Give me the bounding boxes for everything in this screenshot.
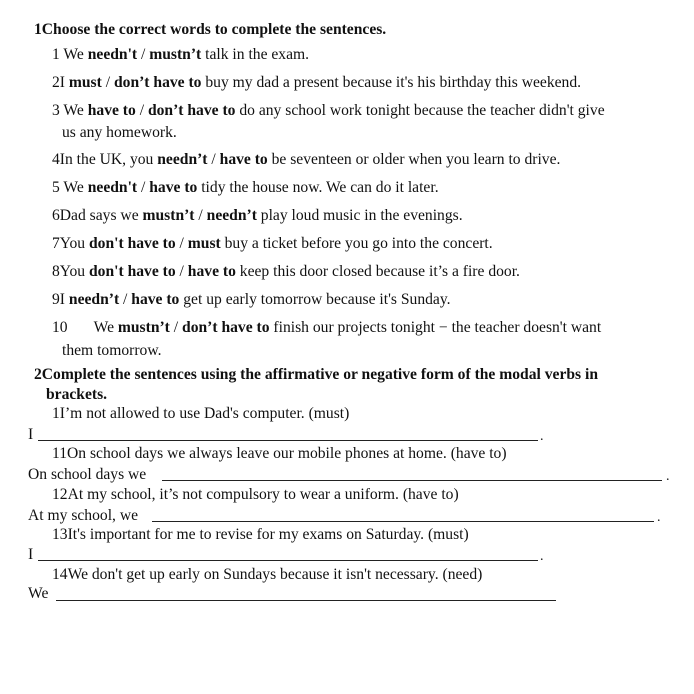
option-b: have to: [187, 263, 236, 280]
exercise-2-heading: [34, 365, 598, 385]
item-text: We: [93, 319, 118, 336]
item-number: 2: [52, 74, 60, 91]
option-b: have to: [149, 179, 198, 196]
answer-line[interactable]: [152, 521, 654, 522]
item-number: 14: [52, 566, 68, 583]
ex1-item-5: 5 We needn't / have to tidy the house now. We can do it later.: [52, 179, 439, 196]
ex2-item-1-prompt: [52, 404, 349, 424]
option-b: don’t have to: [113, 74, 202, 91]
option-b: have to: [131, 291, 180, 308]
item-text: be seventeen or older when you learn to drive.: [267, 151, 561, 168]
ex1-item-4: 4In the UK, you needn’t / have to be seventeen or older when you learn to drive.: [52, 151, 561, 168]
option-b: must: [187, 235, 221, 252]
item-text: You: [59, 235, 89, 252]
item-number: 6: [52, 207, 60, 224]
ex2-item-11-prompt: [52, 444, 507, 464]
option-b: mustn’t: [149, 46, 202, 63]
item-text: We: [63, 46, 88, 63]
ex2-item-12-start: At my school, we: [28, 507, 139, 524]
ex2-item-12-prompt: [52, 485, 459, 505]
answer-line[interactable]: [38, 560, 538, 561]
exercise-1-number: 1: [34, 21, 42, 38]
sentence-period: .: [657, 510, 661, 525]
ex2-item-13-start: I: [28, 546, 34, 563]
item-text: tidy the house now. We can do it later.: [197, 179, 439, 196]
item-number: 3: [52, 102, 60, 119]
item-text: buy a ticket before you go into the concert.: [220, 235, 493, 252]
sentence-period: .: [540, 429, 544, 444]
item-text: Dad says we: [59, 207, 143, 224]
answer-line[interactable]: [56, 600, 556, 601]
ex1-item-3: 3 We have to / don’t have to do any school work tonight because the teacher didn't give: [52, 102, 605, 119]
option-a: have to: [87, 102, 136, 119]
item-text: We: [63, 179, 88, 196]
item-text: buy my dad a present because it's his birthday this weekend.: [201, 74, 582, 91]
option-a: don't have to: [89, 235, 176, 252]
item-text: I: [59, 291, 69, 308]
item-text: We: [63, 102, 88, 119]
ex1-item-7: 7You don't have to / must buy a ticket before you go into the concert.: [52, 235, 493, 252]
answer-line[interactable]: [162, 480, 662, 481]
answer-line[interactable]: [38, 440, 538, 441]
option-a: mustn’t: [117, 319, 170, 336]
exercise-1-title: Choose the correct words to complete the sentences.: [41, 21, 387, 38]
item-number: 4: [52, 151, 60, 168]
item-text: do any school work tonight because the teacher didn't give: [235, 102, 605, 119]
ex2-item-14-prompt: [52, 565, 482, 585]
item-number: 1: [52, 405, 60, 422]
option-b: have to: [219, 151, 268, 168]
exercise-2-title: Complete the sentences using the affirmative or negative form of the modal verbs in: [41, 366, 599, 383]
item-number: 7: [52, 235, 60, 252]
ex1-item-3-continued: us any homework.: [62, 124, 177, 141]
exercise-1-heading: [34, 20, 386, 40]
item-text: get up early tomorrow because it's Sunday.: [179, 291, 451, 308]
item-text: We don't get up early on Sundays because it isn't necessary. (need): [67, 566, 483, 583]
sentence-period: .: [666, 469, 670, 484]
ex2-item-14-start: We: [28, 585, 49, 602]
item-text: talk in the exam.: [201, 46, 310, 63]
option-a: needn’t: [157, 151, 208, 168]
ex2-item-1-start: I: [28, 426, 34, 443]
item-text: finish our projects tonight − the teacher doesn't want: [269, 319, 602, 336]
item-number: 1: [52, 46, 60, 63]
item-text: It's important for me to revise for my exams on Saturday. (must): [67, 526, 469, 543]
option-b: don’t have to: [147, 102, 236, 119]
item-text: On school days we always leave our mobile phones at home. (have to): [67, 445, 507, 462]
ex1-item-6: 6Dad says we mustn’t / needn’t play loud music in the evenings.: [52, 207, 463, 224]
ex1-item-10-continued: them tomorrow.: [62, 342, 162, 359]
item-text: You: [59, 263, 89, 280]
item-number: 13: [52, 526, 68, 543]
ex1-item-1: 1 We needn't / mustn’t talk in the exam.: [52, 46, 310, 63]
exercise-2-number: 2: [34, 366, 42, 383]
item-text: I’m not allowed to use Dad's computer. (must): [59, 405, 350, 422]
item-number: 12: [52, 486, 68, 503]
item-text: play loud music in the evenings.: [256, 207, 463, 224]
item-number: 8: [52, 263, 60, 280]
ex2-item-13-prompt: [52, 525, 469, 545]
item-text: At my school, it’s not compulsory to wear a uniform. (have to): [67, 486, 459, 503]
option-a: needn't: [87, 179, 138, 196]
item-number: 5: [52, 179, 60, 196]
ex1-item-8: 8You don't have to / have to keep this door closed because it’s a fire door.: [52, 263, 520, 280]
sentence-period: .: [540, 549, 544, 564]
ex1-item-9: 9I needn’t / have to get up early tomorrow because it's Sunday.: [52, 291, 451, 308]
item-number: 9: [52, 291, 60, 308]
option-a: needn’t: [68, 291, 120, 308]
option-a: needn't: [87, 46, 138, 63]
item-number: 11: [52, 445, 68, 462]
ex1-item-10: 10 We mustn’t / don’t have to finish our projects tonight − the teacher doesn't want: [52, 319, 602, 336]
item-text: In the UK, you: [59, 151, 158, 168]
option-a: mustn’t: [142, 207, 195, 224]
option-b: don’t have to: [182, 319, 270, 336]
item-number: 10: [52, 319, 68, 336]
option-a: don't have to: [89, 263, 176, 280]
exercise-2-title-continued: brackets.: [46, 386, 108, 403]
option-a: must: [68, 74, 102, 91]
item-text: keep this door closed because it’s a fire door.: [235, 263, 520, 280]
ex2-item-11-start: On school days we: [28, 466, 147, 483]
ex1-item-2: 2I must / don’t have to buy my dad a present because it's his birthday this weekend.: [52, 74, 582, 91]
item-text: I: [59, 74, 69, 91]
option-b: needn’t: [206, 207, 257, 224]
